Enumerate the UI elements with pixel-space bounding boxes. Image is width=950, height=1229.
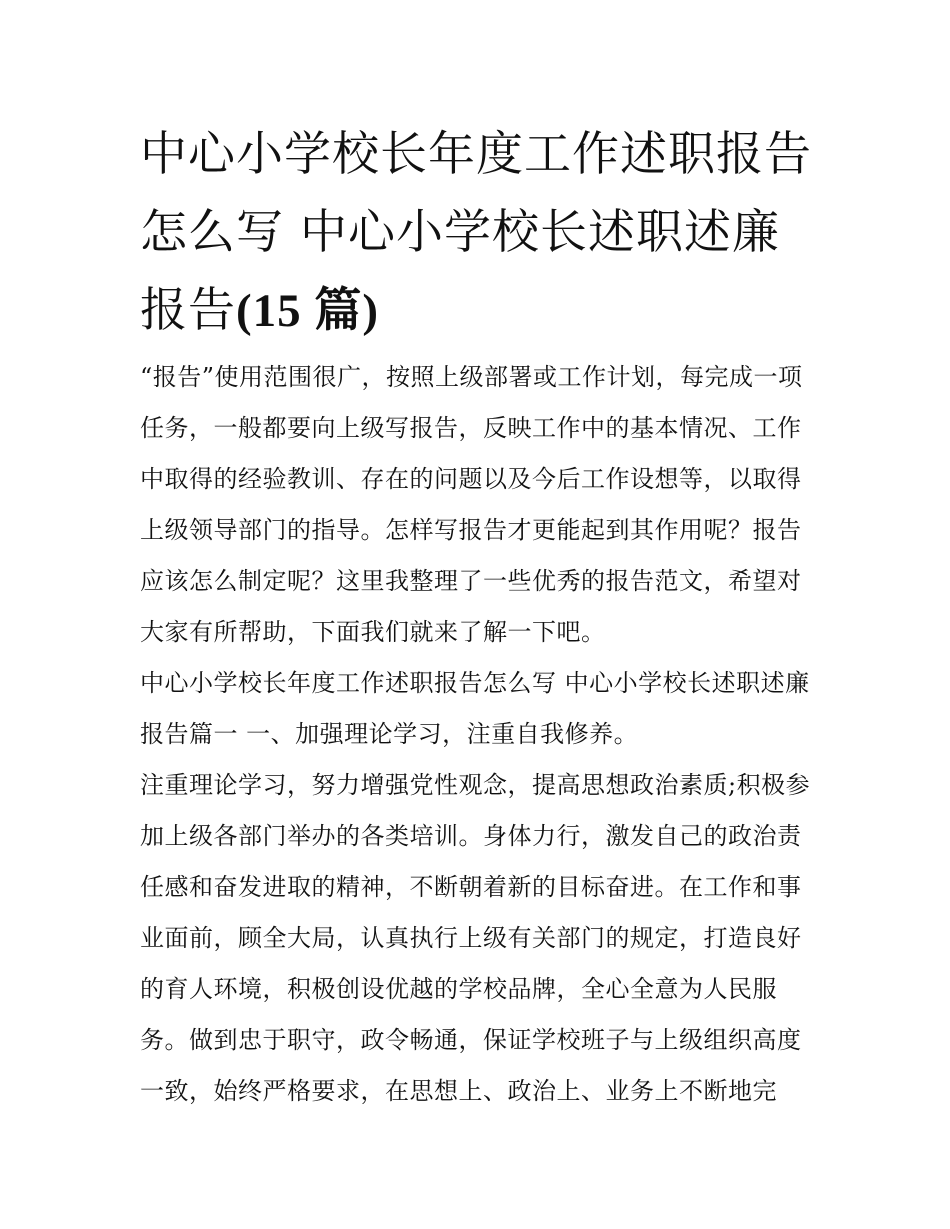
document-body <box>140 352 820 1117</box>
title-text: 中心小学校长年度工作述职报告怎么写 中心小学校长述职述廉报告 <box>140 127 812 338</box>
title-count: (15 篇) <box>236 285 380 337</box>
body-paragraph: 注重理论学习，努力增强党性观念，提高思想政治素质;积极参加上级各部门举办的各类培训。身体力行，激发自己的政治责任感和奋发进取的精神，不断朝着新的目标奋进。在工作和事业面前，顾全大局，认真执行上级有关部门的规定，打造良好的育人环境，积极创设优越的学校品牌，全心全意为人民服务。做到忠于职守，政令畅通，保证学校班子与上级组织高度一致，始终严格要求，在思想上、政治上、业务上不断地完 <box>140 771 811 1105</box>
intro-paragraph: “报告”使用范围很广，按照上级部署或工作计划，每完成一项任务，一般都要向上级写报告，反映工作中的基本情况、工作中取得的经验教训、存在的问题以及今后工作设想等，以取得上级领导部门的指导。怎样写报告才更能起到其作用呢？报告应该怎么制定呢？这里我整理了一些优秀的报告范文，希望对大家有所帮助，下面我们就来了解一下吧。 <box>140 363 803 646</box>
document-title <box>140 116 820 350</box>
section-heading-paragraph: 中心小学校长年度工作述职报告怎么写 中心小学校长述职述廉报告篇一 一、加强理论学习，注重自我修养。 <box>140 669 810 748</box>
